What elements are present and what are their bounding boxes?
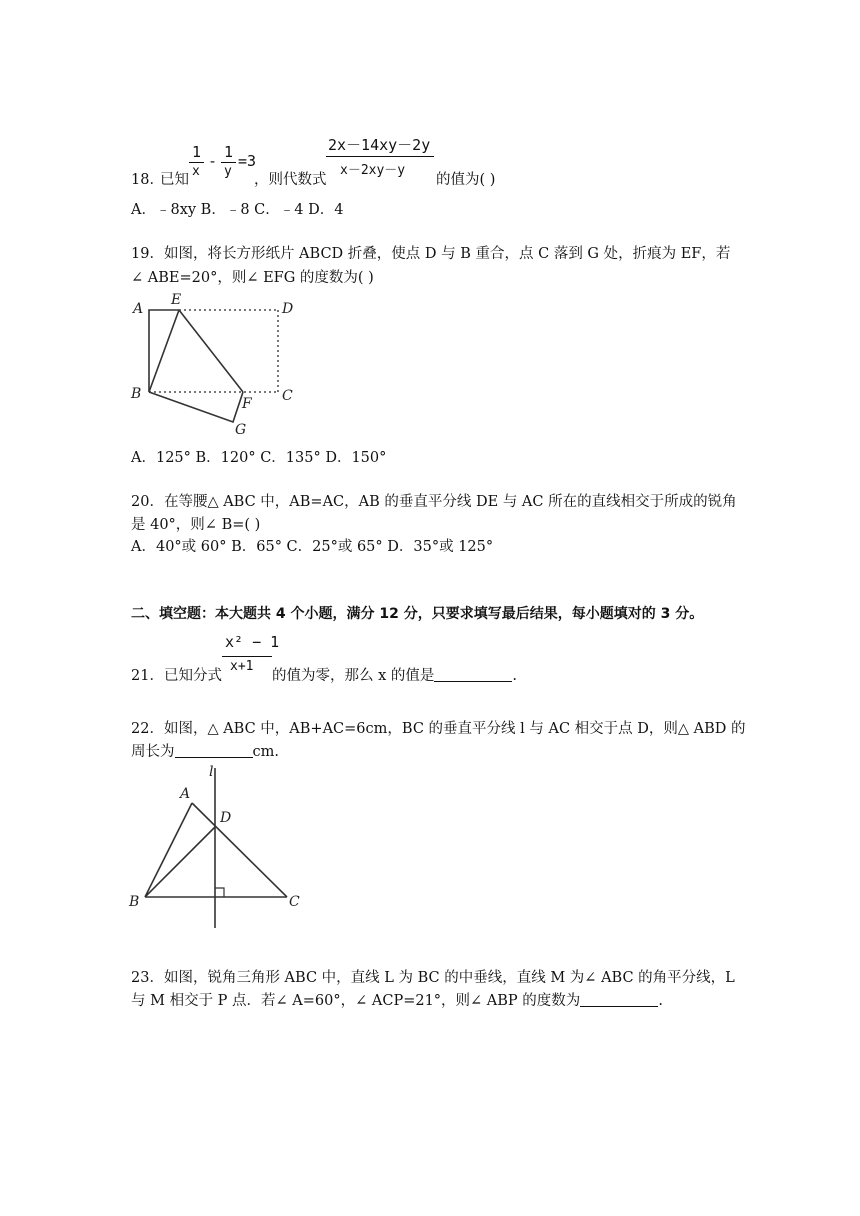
label-l: l (209, 764, 214, 780)
label-D: D (220, 810, 232, 826)
segment-BD (145, 827, 215, 897)
q18-suffix: 的值为( ) (436, 172, 496, 188)
q22-line-1: 22．如图，△ ABC 中，AB+AC=6cm，BC 的垂直平分线 l 与 AC 相交于点 D，则△ ABD 的 (131, 721, 746, 737)
q18-fraction-1-over-y: 1 y (221, 143, 237, 183)
q18-options: A．﹣8xy B．﹣8 C．﹣4 D．4 (131, 202, 344, 218)
q23-line-2-text: 与 M 相交于 P 点．若∠ A=60°，∠ ACP=21°，则∠ ABP 的度数为 (131, 993, 581, 1009)
answer-blank[interactable] (434, 667, 512, 682)
q19-line-2: ∠ ABE=20°，则∠ EFG 的度数为( ) (131, 270, 374, 286)
q19-line-1: 19．如图，将长方形纸片 ABCD 折叠，使点 D 与 B 重合，点 C 落到 G 处，折痕为 EF，若 (131, 246, 731, 262)
q21-fraction: x² − 1 x+1 (222, 633, 274, 677)
q21-suffix-text: 的值为零，那么 x 的值是 (272, 668, 435, 684)
label-C: C (289, 894, 300, 910)
fraction-bar (222, 656, 272, 657)
label-A: A (133, 301, 144, 317)
q18-expression-fraction: 2x－14xy－2y x－2xy－y (326, 134, 436, 182)
q18-minus: - (208, 152, 218, 170)
q21-end: . (512, 668, 518, 684)
q18-fraction-1-over-x: 1 x (189, 143, 205, 183)
q22-line-2 (131, 740, 279, 761)
q21-suffix (272, 664, 517, 685)
section-2-heading: 二、填空题：本大题共 4 个小题，满分 12 分，只要求填写最后结果，每小题填对的 3 分。 (131, 606, 704, 622)
q23-line-1: 23．如图，锐角三角形 ABC 中，直线 L 为 BC 的中垂线，直线 M 为∠ ABC 的角平分线，L (131, 970, 735, 986)
label-E: E (171, 292, 182, 308)
q19-folding-figure (125, 288, 305, 438)
segment-AC (192, 803, 287, 897)
q20-line-2: 是 40°，则∠ B=( ) (131, 517, 261, 533)
segment-BA (145, 803, 192, 897)
segment-BE (149, 310, 179, 392)
q20-line-1: 20．在等腰△ ABC 中，AB=AC，AB 的垂直平分线 DE 与 AC 所在的直线相交于所成的锐角 (131, 494, 737, 510)
label-C: C (282, 388, 293, 404)
q23-end: . (658, 993, 663, 1009)
q19-options: A．125° B．120° C．135° D．150° (131, 450, 387, 466)
segment-EF (179, 310, 243, 392)
q22-line-2-suffix: cm. (252, 744, 279, 760)
q20-options: A．40°或 60° B．65° C．25°或 65° D．35°或 125° (131, 539, 494, 555)
label-B: B (129, 894, 140, 910)
q18-number: 18． (131, 172, 164, 188)
segment-BGF (149, 392, 243, 422)
label-A: A (180, 786, 191, 802)
q23-line-2 (131, 989, 663, 1010)
fraction-bar (221, 162, 236, 163)
q18-equals-3: =3 (238, 152, 257, 170)
q22-line-2-prefix: 周长为 (131, 744, 175, 760)
q22-triangle-figure (125, 760, 310, 935)
answer-blank[interactable] (580, 992, 658, 1007)
q18-middle-text: ，则代数式 (254, 172, 327, 188)
q21-prefix: 21．已知分式 (131, 668, 222, 684)
label-B: B (131, 386, 142, 402)
label-G: G (235, 422, 247, 438)
q18-prefix: 已知 (160, 172, 189, 188)
label-D: D (282, 301, 294, 317)
fraction-bar (326, 156, 434, 157)
label-F: F (242, 396, 252, 412)
answer-blank[interactable] (175, 743, 253, 758)
fraction-bar (189, 162, 204, 163)
right-angle-mark (215, 888, 224, 897)
